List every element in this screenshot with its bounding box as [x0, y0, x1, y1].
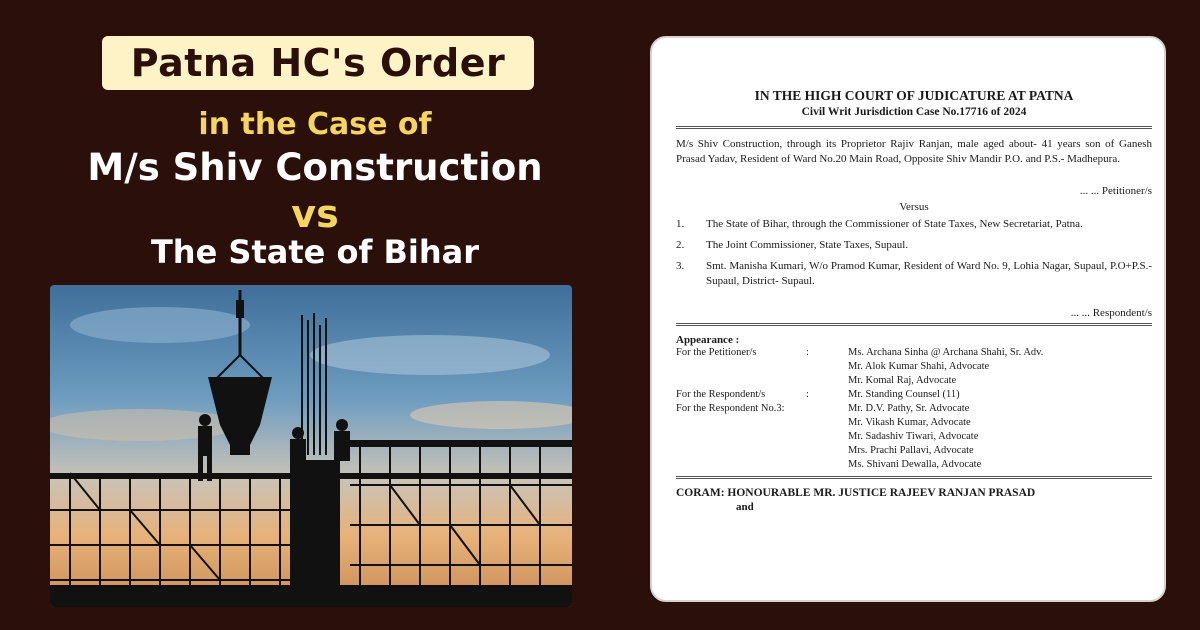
appearance-value: Mr. Alok Kumar Shahi, Advocate [848, 361, 990, 372]
case-number: Civil Writ Jurisdiction Case No.17716 of 2024 [801, 106, 1027, 118]
table-row [676, 458, 1152, 472]
court-order-document [650, 36, 1166, 602]
headline-case-prefix: in the Case of [198, 107, 432, 142]
respondent-number: 3. [676, 260, 685, 272]
list-item [676, 217, 1152, 232]
appearance-colon [806, 444, 848, 458]
appearance-label: For the Petitioner/s [676, 347, 757, 358]
list-item [676, 238, 1152, 253]
appearance-label [676, 360, 806, 374]
appearance-value: Mr. Standing Counsel (11) [848, 389, 960, 400]
and-label: and [736, 501, 754, 513]
respondent-label: ... ... Respondent/s [1070, 307, 1152, 319]
respondents-list [676, 217, 1152, 289]
appearance-label [676, 374, 806, 388]
appearance-value: Mrs. Prachi Pallavi, Advocate [848, 445, 974, 456]
appearance-label [676, 430, 806, 444]
appearance-colon [806, 402, 848, 416]
appearance-colon [806, 430, 848, 444]
appearance-label: For the Respondent No.3: [676, 403, 785, 414]
respondent-text: Smt. Manisha Kumari, W/o Pramod Kumar, Resident of Ward No. 9, Lohia Nagar, Supaul, P.O+P.S.- Supaul, District- Supaul. [706, 260, 1152, 287]
appearance-label: For the Respondent/s [676, 389, 766, 400]
respondent-text: The Joint Commissioner, State Taxes, Supaul. [706, 239, 909, 251]
respondent-number: 1. [676, 218, 685, 230]
headline-versus: vs [291, 192, 339, 236]
divider [676, 323, 1152, 326]
court-name: IN THE HIGH COURT OF JUDICATURE AT PATNA [754, 88, 1074, 103]
list-item [676, 259, 1152, 289]
table-row [676, 430, 1152, 444]
divider [676, 126, 1152, 129]
appearance-value: Mr. Sadashiv Tiwari, Advocate [848, 431, 979, 442]
appearance-value: Mr. Komal Raj, Advocate [848, 375, 957, 386]
appearance-title: Appearance : [676, 334, 740, 346]
appearance-value: Mr. Vikash Kumar, Advocate [848, 417, 971, 428]
construction-site-photo [50, 285, 572, 607]
headline-party-one: M/s Shiv Construction [87, 146, 543, 189]
versus-label: Versus [899, 201, 929, 213]
respondent-text: The State of Bihar, through the Commissioner of State Taxes, New Secretariat, Patna. [706, 218, 1083, 230]
divider [676, 476, 1152, 479]
construction-silhouette-icon [50, 285, 572, 607]
appearance-colon [806, 416, 848, 430]
appearance-label [676, 444, 806, 458]
table-row [676, 416, 1152, 430]
table-row [676, 444, 1152, 458]
petitioner-text: M/s Shiv Construction, through its Proprietor Rajiv Ranjan, male aged about- 41 years son of Ganesh Prasad Yadav, Resident of Ward No.20 Main Road, Opposite Shiv Mandir P.O. and P.S.- Madhepura. [676, 138, 1152, 165]
appearance-value: Ms. Archana Sinha @ Archana Shahi, Sr. Adv. [848, 347, 1044, 358]
appearance-colon [806, 458, 848, 472]
appearance-colon: : [806, 347, 809, 358]
respondent-number: 2. [676, 239, 685, 251]
table-row [676, 374, 1152, 388]
appearance-colon [806, 374, 848, 388]
appearance-value: Ms. Shivani Dewalla, Advocate [848, 459, 982, 470]
table-row [676, 360, 1152, 374]
appearance-colon: : [806, 389, 809, 400]
headline-title: Patna HC's Order [102, 36, 534, 90]
table-row [676, 388, 1152, 402]
appearance-label [676, 416, 806, 430]
appearance-colon [806, 360, 848, 374]
coram-line: CORAM: HONOURABLE MR. JUSTICE RAJEEV RANJAN PRASAD [676, 487, 1036, 499]
appearance-value: Mr. D.V. Pathy, Sr. Advocate [848, 403, 970, 414]
appearance-label [676, 458, 806, 472]
appearance-list [676, 346, 1152, 472]
table-row [676, 402, 1152, 416]
headline-party-two: The State of Bihar [150, 233, 480, 271]
petitioner-label: ... ... Petitioner/s [1079, 185, 1152, 197]
table-row [676, 346, 1152, 360]
